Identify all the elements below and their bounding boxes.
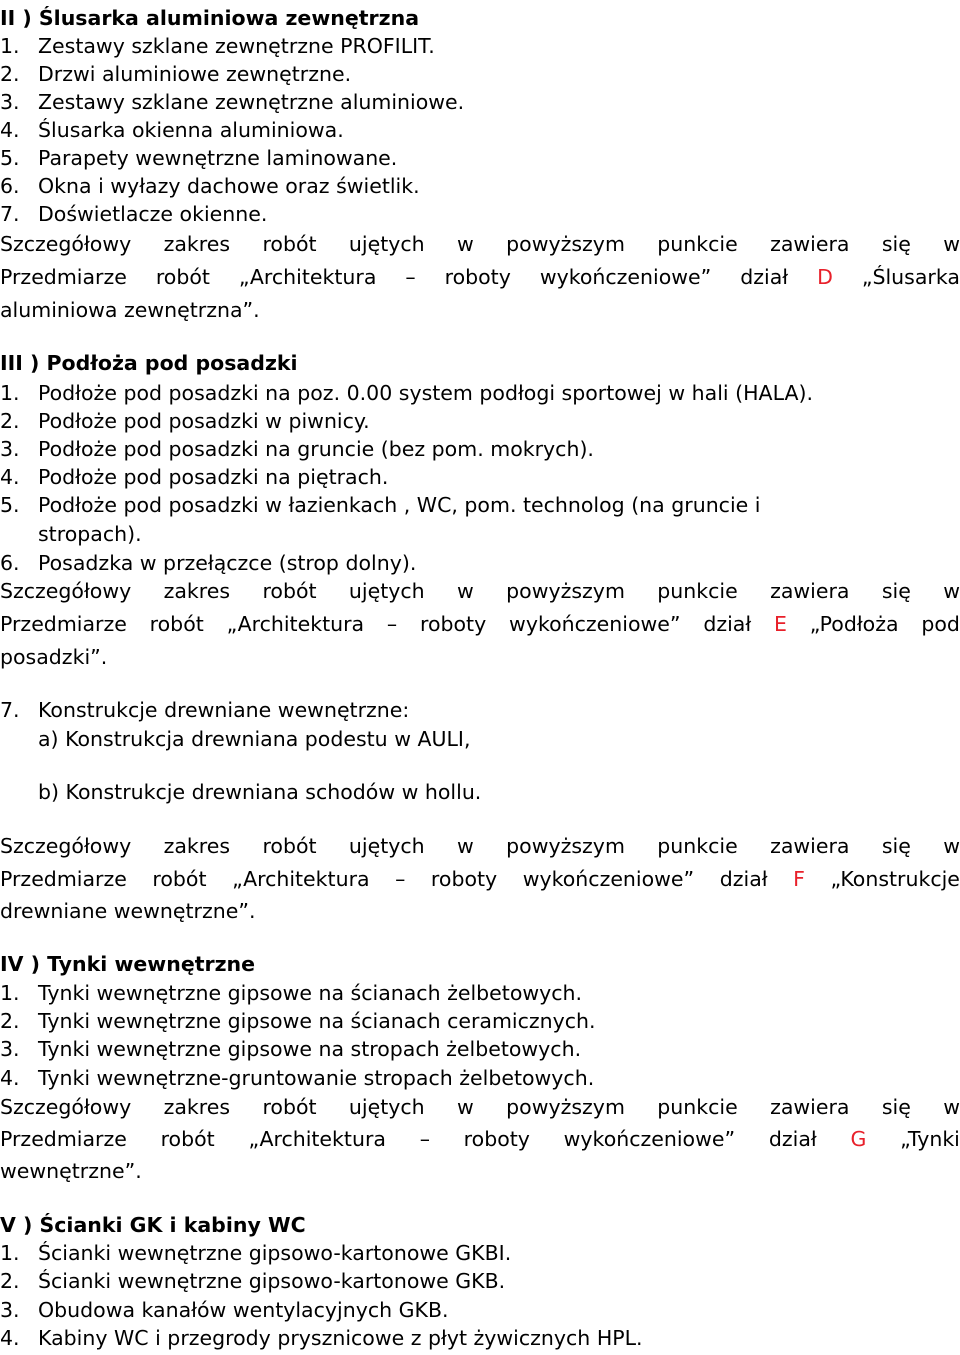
summary-line: aluminiowa zewnętrzna”.: [0, 298, 260, 322]
summary-line: Szczegółowy zakres robót ujętych w powyższym punkcie zawiera się w: [0, 1095, 960, 1119]
summary-line: Przedmiarze robót „Architektura – roboty wykończeniowe” dział D „Ślusarka: [0, 265, 960, 289]
summary-line: Przedmiarze robót „Architektura – roboty wykończeniowe” dział E „Podłoża pod: [0, 612, 960, 636]
list-item: 3. Obudowa kanałów wentylacyjnych GKB.: [0, 1298, 449, 1322]
list-item: 2. Tynki wewnętrzne gipsowe na ścianach ceramicznych.: [0, 1009, 596, 1033]
summary-line: Szczegółowy zakres robót ujętych w powyższym punkcie zawiera się w: [0, 579, 960, 603]
summary-line: wewnętrzne”.: [0, 1159, 142, 1183]
section-heading-2: II ) Ślusarka aluminiowa zewnętrzna: [0, 6, 420, 30]
department-letter: E: [773, 612, 787, 636]
summary-line: Szczegółowy zakres robót ujętych w powyższym punkcie zawiera się w: [0, 834, 960, 858]
list-item: 1. Podłoże pod posadzki na poz. 0.00 system podłogi sportowej w hali (HALA).: [0, 381, 813, 405]
list-item: 7. Konstrukcje drewniane wewnętrzne:: [0, 698, 410, 722]
list-item: 1. Ścianki wewnętrzne gipsowo-kartonowe GKBI.: [0, 1241, 512, 1265]
list-item: 5. Podłoże pod posadzki w łazienkach , WC, pom. technolog (na gruncie i: [0, 493, 761, 517]
list-item: 1. Zestawy szklane zewnętrzne PROFILIT.: [0, 34, 435, 58]
summary-line: Szczegółowy zakres robót ujętych w powyższym punkcie zawiera się w: [0, 232, 960, 256]
department-letter: F: [793, 867, 805, 891]
list-item: 7. Doświetlacze okienne.: [0, 202, 268, 226]
list-item: 4. Podłoże pod posadzki na piętrach.: [0, 465, 389, 489]
sub-item: a) Konstrukcja drewniana podestu w AULI,: [38, 727, 471, 751]
summary-line: Przedmiarze robót „Architektura – roboty wykończeniowe” dział G „Tynki: [0, 1127, 960, 1151]
list-item: 5. Parapety wewnętrzne laminowane.: [0, 146, 398, 170]
list-item: 2. Podłoże pod posadzki w piwnicy.: [0, 409, 370, 433]
summary-line: Przedmiarze robót „Architektura – roboty wykończeniowe” dział F „Konstrukcje: [0, 867, 960, 891]
summary-line: posadzki”.: [0, 645, 108, 669]
section-heading-4: IV ) Tynki wewnętrzne: [0, 952, 256, 976]
section-heading-3: III ) Podłoża pod posadzki: [0, 351, 298, 375]
list-item-continuation: stropach).: [38, 522, 142, 546]
list-item: 4. Tynki wewnętrzne-gruntowanie stropach żelbetowych.: [0, 1066, 595, 1090]
list-item: 2. Drzwi aluminiowe zewnętrzne.: [0, 62, 352, 86]
summary-line: drewniane wewnętrzne”.: [0, 899, 256, 923]
sub-item: b) Konstrukcje drewniana schodów w hollu.: [38, 780, 482, 804]
list-item: 3. Zestawy szklane zewnętrzne aluminiowe.: [0, 90, 465, 114]
list-item: 4. Ślusarka okienna aluminiowa.: [0, 118, 344, 142]
list-item: 2. Ścianki wewnętrzne gipsowo-kartonowe GKB.: [0, 1269, 506, 1293]
list-item: 6. Posadzka w przełączce (strop dolny).: [0, 551, 417, 575]
list-item: 3. Podłoże pod posadzki na gruncie (bez pom. mokrych).: [0, 437, 594, 461]
list-item: 3. Tynki wewnętrzne gipsowe na stropach żelbetowych.: [0, 1037, 582, 1061]
list-item: 1. Tynki wewnętrzne gipsowe na ścianach żelbetowych.: [0, 981, 583, 1005]
department-letter: D: [817, 265, 833, 289]
department-letter: G: [850, 1127, 867, 1151]
list-item: 6. Okna i wyłazy dachowe oraz świetlik.: [0, 174, 420, 198]
list-item: 4. Kabiny WC i przegrody prysznicowe z płyt żywicznych HPL.: [0, 1326, 643, 1350]
section-heading-5: V ) Ścianki GK i kabiny WC: [0, 1213, 306, 1237]
